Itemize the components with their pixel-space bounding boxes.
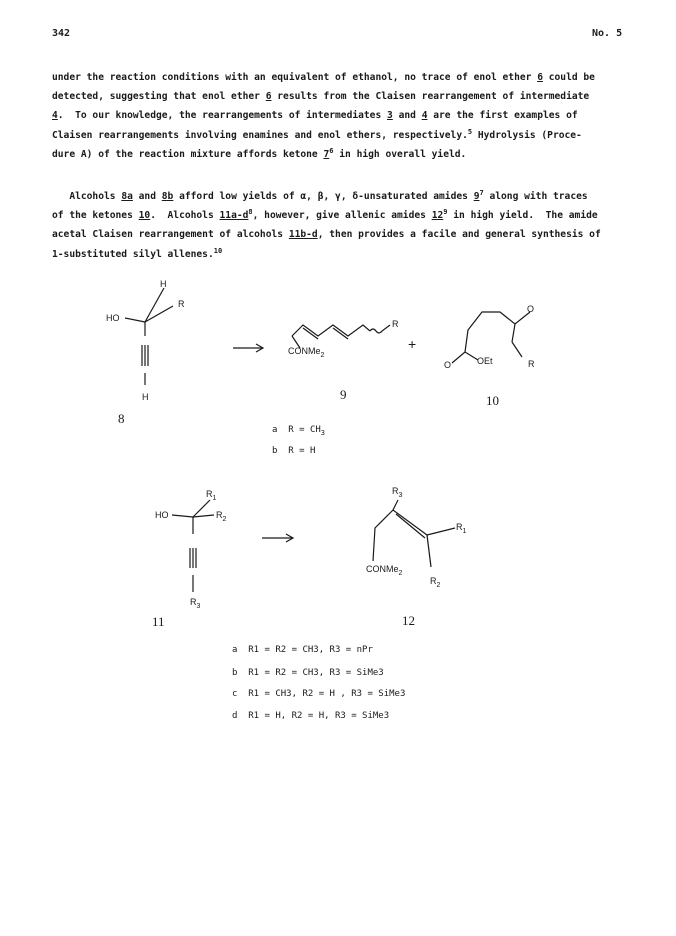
paragraph-2: Alcohols 8a and 8b afford low yields of α, β, γ, δ-unsaturated amides $9^7$ along with traces of the ketones 10. Alcohols $11a-d^8$, however, give allenic amides $12^9$ in high yield. The amide acetal Claisen rearrangement of alcohols 11b-d, then provides a facile and general synthesis of 1-substituted silyl allenes.$^{10}$ (52, 189, 601, 260)
amide-label-12: CONMe$_2$ (366, 564, 403, 577)
paragraph-1: under the reaction conditions with an equivalent of ethanol, no trace of enol ether 6 could be detected, suggesting that enol ether 6 results from the Claisen rearrangement of intermediate 4. To our knowledge, the rearrangements of intermediates 3 and 4 are the first examples of Claisen rearrangements involving enamines and enol ethers, respectively.$^5$ Hydrolysis (Proce- dure A) of the reaction mixture affords ketone $7^6$ in high overall yield. (52, 72, 595, 160)
compound-12-label: 12 (402, 613, 415, 628)
amide-label-9: CONMe$_2$ (288, 346, 325, 359)
substituent-11b-line: b R1 = R2 = CH3, R3 = SiMe3 (232, 668, 384, 678)
r2-label-12: $R_2$ (430, 576, 441, 589)
r3-label-11: $R_3$ (190, 597, 201, 610)
r1-label-11: $R_1$ (206, 489, 217, 502)
ester-oxygen-label: O (444, 360, 452, 370)
hydroxyl-label-11: HO (155, 510, 169, 520)
issue-number: No. 5 (592, 28, 623, 39)
ethoxy-label: OEt (477, 356, 493, 366)
r-label-9: R (392, 319, 399, 329)
page-number: 342 (52, 28, 71, 39)
r1-label-12: $R_1$ (456, 522, 467, 535)
substituent-11a-line: a R1 = R2 = CH3, R3 = nPr (232, 645, 373, 655)
substituent-b-line: b R = H (272, 446, 316, 456)
hydrogen-label-top: H (160, 279, 167, 289)
substituent-a-line: a $R = CH_3$ (272, 425, 325, 437)
r2-label-11: $R_2$ (216, 510, 227, 523)
substituent-11c-line: c R1 = CH3, R2 = H , R3 = SiMe3 (232, 689, 406, 699)
compound-10-label: 10 (486, 393, 499, 408)
compound-9-label: 9 (340, 387, 347, 402)
substituent-11d-line: d R1 = H, R2 = H, R3 = SiMe3 (232, 711, 390, 721)
plus-sign: + (408, 336, 417, 352)
hydroxyl-label: HO (106, 313, 120, 323)
r-label-10: R (528, 359, 535, 369)
hydrogen-label-bottom: H (142, 392, 149, 402)
ketone-oxygen-label: O (527, 304, 535, 314)
r3-label-12: $R_3$ (392, 486, 403, 499)
compound-8-label: 8 (118, 411, 125, 426)
r-label-8: R (178, 299, 185, 309)
compound-11-label: 11 (152, 614, 165, 629)
